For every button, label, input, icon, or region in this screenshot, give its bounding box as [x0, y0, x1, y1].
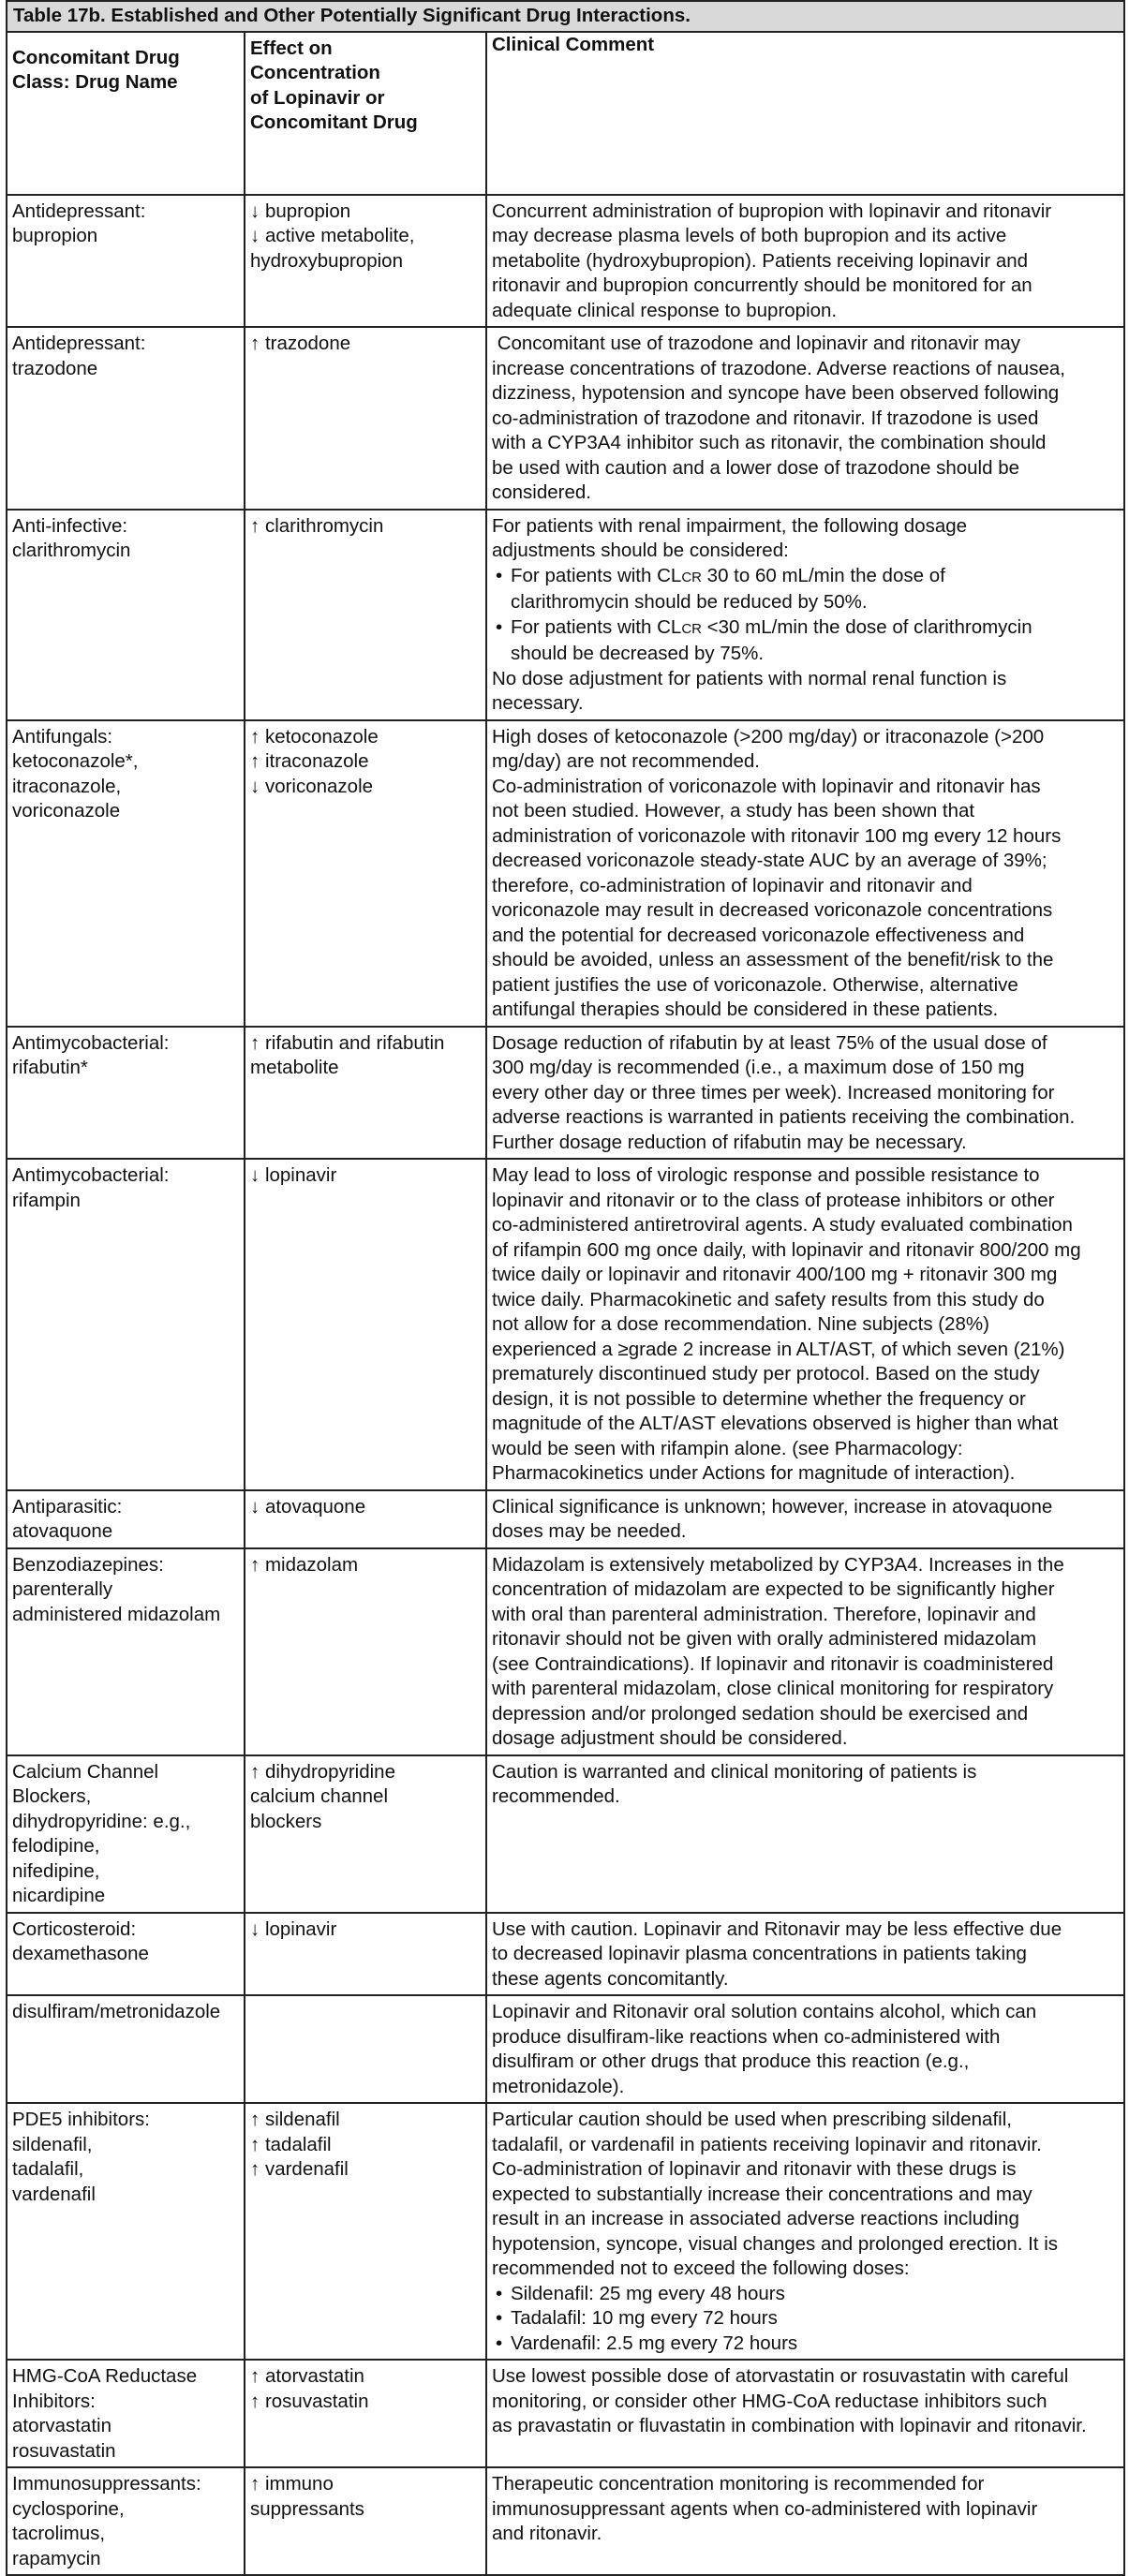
document-page [6, 0, 1123, 2576]
effect-cell [245, 1995, 486, 2103]
header-drug-class: Concomitant Drug Class: Drug Name [7, 32, 245, 195]
table-row [7, 1995, 1124, 2103]
comment-cell: For patients with renal impairment, the following dosage adjustments should be considered: • For patients with CLCR 30 to 60 mL/min the dose of clarithromycin should be reduced by 50%. • For patients with CLCR <30 mL/min the dose of clarithromycin should be decreased by 75%. No dose adjustment for patients with normal renal function is necessary. [486, 510, 1124, 720]
table-row [7, 1913, 1124, 1996]
drug-interactions-table [6, 0, 1125, 2576]
effect-cell: ↓ bupropion ↓ active metabolite, hydroxybupropion [245, 195, 486, 328]
comment-cell: Midazolam is extensively metabolized by CYP3A4. Increases in the concentration of midazolam are expected to be significantly higher with oral than parenteral administration. Therefore, lopinavir and ritonavir should not be given with orally administered midazolam (see Contraindications). If lopinavir and ritonavir is coadministered with parenteral midazolam, close clinical monitoring for respiratory depression and/or prolonged sedation should be exercised and dosage adjustment should be considered. [486, 1548, 1124, 1755]
effect-cell: ↑ sildenafil ↑ tadalafil ↑ vardenafil [245, 2103, 486, 2360]
comment-cell: May lead to loss of virologic response and possible resistance to lopinavir and ritonavir or to the class of protease inhibitors or other co-administered antiretroviral agents. A study evaluated combination of rifampin 600 mg once daily, with lopinavir and ritonavir 800/200 mg twice daily or lopinavir and ritonavir 400/100 mg + ritonavir 300 mg twice daily. Pharmacokinetic and safety results from this study do not allow for a dose recommendation. Nine subjects (28%) experienced a ≥grade 2 increase in ALT/AST, of which seven (21%) prematurely discontinued study per protocol. Based on the study design, it is not possible to determine whether the frequency or magnitude of the ALT/AST elevations observed is higher than what would be seen with rifampin alone. (see Pharmacology: Pharmacokinetics under Actions for magnitude of interaction). [486, 1159, 1124, 1490]
table-row [7, 720, 1124, 1027]
table-row [7, 2360, 1124, 2467]
table-row [7, 2103, 1124, 2360]
effect-cell: ↑ atorvastatin ↑ rosuvastatin [245, 2360, 486, 2467]
table-row [7, 327, 1124, 510]
drug-class-cell: Immunosuppressants: cyclosporine, tacrolimus, rapamycin [7, 2467, 245, 2575]
drug-class-cell: Antifungals: ketoconazole*, itraconazole, voriconazole [7, 720, 245, 1027]
drug-class-cell: Antimycobacterial: rifampin [7, 1159, 245, 1490]
effect-cell: ↑ clarithromycin [245, 510, 486, 720]
drug-class-cell: Benzodiazepines: parenterally administered midazolam [7, 1548, 245, 1755]
drug-class-cell: Antiparasitic: atovaquone [7, 1490, 245, 1548]
table-row [7, 1490, 1124, 1548]
comment-cell: Dosage reduction of rifabutin by at least 75% of the usual dose of 300 mg/day is recommended (i.e., a maximum dose of 150 mg every other day or three times per week). Increased monitoring for adverse reactions is warranted in patients receiving the combination. Further dosage reduction of rifabutin may be necessary. [486, 1027, 1124, 1160]
drug-class-cell: Antidepressant: bupropion [7, 195, 245, 328]
table-title-row [7, 1, 1124, 32]
effect-cell: ↑ trazodone [245, 327, 486, 510]
comment-cell: High doses of ketoconazole (>200 mg/day) or itraconazole (>200 mg/day) are not recommended. Co-administration of voriconazole with lopinavir and ritonavir has not been studied. However, a study has been shown that administration of voriconazole with ritonavir 100 mg every 12 hours decreased voriconazole steady-state AUC by an average of 39%; therefore, co-administration of lopinavir and ritonavir and voriconazole may result in decreased voriconazole concentrations and the potential for decreased voriconazole effectiveness and should be avoided, unless an assessment of the benefit/risk to the patient justifies the use of voriconazole. Otherwise, alternative antifungal therapies should be considered in these patients. [486, 720, 1124, 1027]
comment-cell: Therapeutic concentration monitoring is recommended for immunosuppressant agents when co-administered with lopinavir and ritonavir. [486, 2467, 1124, 2575]
effect-cell: ↑ immuno suppressants [245, 2467, 486, 2575]
table-title: Table 17b. Established and Other Potentially Significant Drug Interactions. [7, 1, 1124, 32]
table-row [7, 195, 1124, 328]
drug-class-cell: PDE5 inhibitors: sildenafil, tadalafil, vardenafil [7, 2103, 245, 2360]
effect-cell: ↓ lopinavir [245, 1913, 486, 1996]
table-row [7, 1027, 1124, 1160]
effect-cell: ↓ lopinavir [245, 1159, 486, 1490]
header-effect: Effect on Concentration of Lopinavir or Concomitant Drug [245, 32, 486, 195]
header-row [7, 32, 1124, 195]
effect-cell: ↑ ketoconazole ↑ itraconazole ↓ voriconazole [245, 720, 486, 1027]
table-row [7, 1159, 1124, 1490]
drug-class-cell: Antimycobacterial: rifabutin* [7, 1027, 245, 1160]
bullet-item: • For patients with CLCR <30 mL/min the dose of clarithromycin should be decreased by 75%. [492, 615, 1117, 667]
comment-cell: Particular caution should be used when prescribing sildenafil, tadalafil, or vardenafil in patients receiving lopinavir and ritonavir. Co-administration of lopinavir and ritonavir with these drugs is expected to substantially increase their concentrations and may result in an increase in associated adverse reactions including hypotension, syncope, visual changes and prolonged erection. It is recommended not to exceed the following doses: • Sildenafil: 25 mg every 48 hours • Tadalafil: 10 mg every 72 hours • Vardenafil: 2.5 mg every 72 hours [486, 2103, 1124, 2360]
bullet-item: • For patients with CLCR 30 to 60 mL/min the dose of clarithromycin should be reduced by 50%. [492, 564, 1117, 615]
bullet-item: • Sildenafil: 25 mg every 48 hours [492, 2282, 1117, 2307]
comment-cell: Concurrent administration of bupropion with lopinavir and ritonavir may decrease plasma levels of both bupropion and its active metabolite (hydroxybupropion). Patients receiving lopinavir and ritonavir and bupropion concurrently should be monitored for an adequate clinical response to bupropion. [486, 195, 1124, 328]
comment-cell: Use with caution. Lopinavir and Ritonavir may be less effective due to decreased lopinavir plasma concentrations in patients taking these agents concomitantly. [486, 1913, 1124, 1996]
table-row [7, 2467, 1124, 2575]
drug-class-cell: HMG-CoA Reductase Inhibitors: atorvastatin rosuvastatin [7, 2360, 245, 2467]
comment-cell: Caution is warranted and clinical monitoring of patients is recommended. [486, 1755, 1124, 1913]
header-clinical-comment: Clinical Comment [486, 32, 1124, 195]
drug-class-cell: Corticosteroid: dexamethasone [7, 1913, 245, 1996]
comment-cell: Lopinavir and Ritonavir oral solution contains alcohol, which can produce disulfiram-like reactions when co-administered with disulfiram or other drugs that produce this reaction (e.g., metronidazole). [486, 1995, 1124, 2103]
table-row [7, 1755, 1124, 1913]
effect-cell: ↓ atovaquone [245, 1490, 486, 1548]
drug-class-cell: Antidepressant: trazodone [7, 327, 245, 510]
effect-cell: ↑ dihydropyridine calcium channel blockers [245, 1755, 486, 1913]
comment-cell: Concomitant use of trazodone and lopinavir and ritonavir may increase concentrations of trazodone. Adverse reactions of nausea, dizziness, hypotension and syncope have been observed following co-administration of trazodone and ritonavir. If trazodone is used with a CYP3A4 inhibitor such as ritonavir, the combination should be used with caution and a lower dose of trazodone should be considered. [486, 327, 1124, 510]
table-row [7, 510, 1124, 720]
effect-cell: ↑ midazolam [245, 1548, 486, 1755]
effect-cell: ↑ rifabutin and rifabutin metabolite [245, 1027, 486, 1160]
bullet-item: • Vardenafil: 2.5 mg every 72 hours [492, 2332, 1117, 2357]
bullet-item: • Tadalafil: 10 mg every 72 hours [492, 2306, 1117, 2332]
comment-cell: Clinical significance is unknown; however, increase in atovaquone doses may be needed. [486, 1490, 1124, 1548]
drug-class-cell: disulfiram/metronidazole [7, 1995, 245, 2103]
table-row [7, 1548, 1124, 1755]
drug-class-cell: Anti-infective: clarithromycin [7, 510, 245, 720]
comment-cell: Use lowest possible dose of atorvastatin or rosuvastatin with careful monitoring, or consider other HMG-CoA reductase inhibitors such as pravastatin or fluvastatin in combination with lopinavir and ritonavir. [486, 2360, 1124, 2467]
drug-class-cell: Calcium Channel Blockers, dihydropyridine: e.g., felodipine, nifedipine, nicardipine [7, 1755, 245, 1913]
